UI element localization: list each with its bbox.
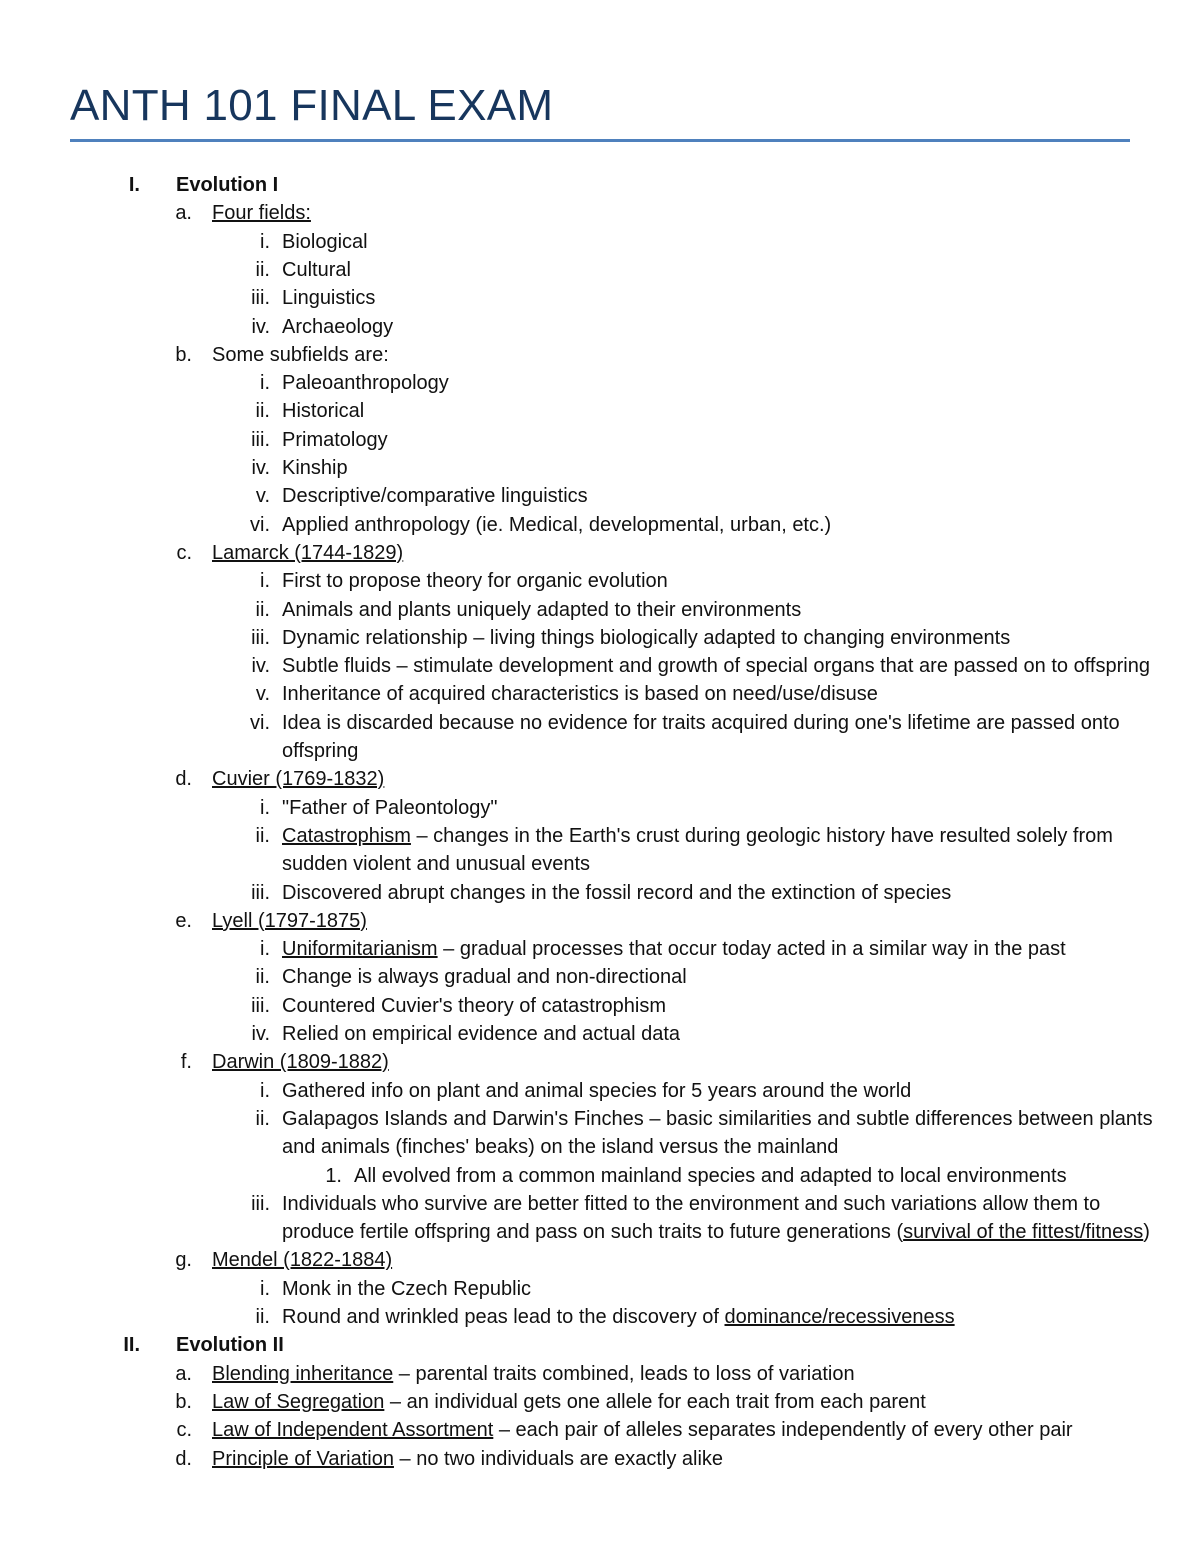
outline-marker: 1. (325, 1164, 342, 1187)
outline-line (282, 1275, 531, 1303)
underlined-term: Law of Segregation (212, 1390, 385, 1413)
outline-line (282, 228, 368, 256)
outline-line (212, 1246, 392, 1274)
outline-line (212, 341, 389, 369)
outline-marker: i. (260, 1079, 270, 1102)
outline-line (282, 850, 590, 878)
outline-marker: vi. (250, 513, 270, 536)
line-text: Countered Cuvier's theory of catastrophism (282, 994, 666, 1017)
outline-marker: iii. (251, 626, 270, 649)
line-text: – parental traits combined, leads to loss of variation (393, 1362, 855, 1385)
outline-line (212, 1048, 389, 1076)
outline-line (176, 1331, 284, 1359)
outline-line (282, 709, 1120, 737)
outline-line (354, 1162, 1067, 1190)
outline-marker: vi. (250, 711, 270, 734)
outline-line (282, 596, 801, 624)
outline-line (282, 397, 364, 425)
outline-marker: iii. (251, 428, 270, 451)
outline-marker: b. (175, 343, 192, 366)
outline-marker: i. (260, 570, 270, 593)
outline-marker: iv. (251, 457, 270, 479)
outline-line (212, 1388, 926, 1416)
outline-marker: ii. (255, 966, 270, 989)
outline-line (212, 1360, 855, 1388)
line-text: Round and wrinkled peas lead to the discovery of (282, 1306, 725, 1328)
outline-line (212, 765, 384, 793)
outline-marker: ii. (255, 598, 270, 621)
line-text: sudden violent and unusual events (282, 853, 591, 876)
outline-line (282, 1303, 955, 1331)
outline-marker: b. (175, 1390, 192, 1413)
outline-line (282, 1105, 1153, 1133)
outline-marker: iv. (251, 1023, 270, 1045)
outline-line (282, 680, 878, 708)
line-text: – an individual gets one allele for each trait from each parent (384, 1390, 926, 1413)
outline-marker: I. (128, 174, 140, 196)
outline-line (282, 313, 393, 341)
line-text: Idea is discarded because no evidence for traits acquired during one's lifetime are passed onto (282, 711, 1120, 734)
outline-marker: iii. (251, 994, 270, 1017)
outline-line (282, 482, 588, 510)
underlined-term: Darwin (1809-1882) (212, 1051, 389, 1074)
outline-marker: II. (123, 1334, 140, 1357)
outline-line (212, 199, 311, 227)
line-text: Biological (282, 230, 368, 253)
line-text: Inheritance of acquired characteristics is based on need/use/disuse (282, 683, 878, 706)
outline-marker: v. (255, 485, 270, 508)
outline-line (212, 1445, 723, 1473)
line-text: Paleoanthropology (282, 372, 449, 395)
line-text: Animals and plants uniquely adapted to their environments (282, 598, 802, 621)
outline-line (282, 822, 1113, 850)
outline-marker: e. (175, 909, 192, 932)
underlined-term: Principle of Variation (212, 1447, 394, 1470)
line-text: produce fertile offspring and pass on such traits to future generations ( (282, 1221, 904, 1244)
outline-marker: a. (175, 202, 192, 225)
outline-line (282, 879, 951, 907)
line-text: – changes in the Earth's crust during geologic history have resulted solely from (410, 824, 1113, 847)
outline-line (282, 794, 497, 822)
line-text: and animals (finches' beaks) on the island versus the mainland (282, 1136, 839, 1159)
outline-marker: ii. (255, 1306, 270, 1328)
outline-marker: i. (260, 372, 270, 395)
line-text: Cultural (282, 258, 351, 281)
outline-line (176, 171, 278, 199)
outline-line (282, 992, 666, 1020)
line-text: Historical (282, 400, 365, 423)
outline-line (282, 935, 1066, 963)
line-text: Archaeology (282, 315, 394, 338)
outline-marker: i. (260, 938, 270, 961)
line-text: Applied anthropology (ie. Medical, developmental, urban, etc.) (282, 513, 832, 536)
outline-marker: iv. (251, 315, 270, 338)
outline-line (282, 454, 348, 482)
outline-marker: d. (175, 1447, 192, 1470)
line-text: offspring (282, 740, 359, 762)
outline-marker: ii. (255, 400, 270, 423)
section-heading: Evolution I (176, 174, 279, 196)
outline-marker: iii. (251, 1192, 270, 1215)
outline-marker: a. (175, 1362, 192, 1385)
line-text: Discovered abrupt changes in the fossil record and the extinction of species (282, 881, 952, 904)
outline-marker: i. (260, 230, 270, 253)
outline-marker: iv. (251, 655, 270, 678)
outline-line (282, 1190, 1100, 1218)
line-text: Linguistics (282, 287, 376, 310)
underlined-term: Law of Independent Assortment (212, 1419, 494, 1442)
line-text: ) (1143, 1221, 1150, 1244)
line-text: Monk in the Czech Republic (282, 1277, 532, 1300)
outline-marker: c. (176, 1419, 192, 1442)
outline-marker: f. (180, 1051, 192, 1074)
outline-line (282, 1077, 911, 1105)
section-heading: Evolution II (176, 1334, 284, 1357)
line-text: Descriptive/comparative linguistics (282, 485, 588, 508)
document-title: ANTH 101 FINAL EXAM (70, 81, 554, 130)
title-divider (70, 139, 1130, 142)
outline-line (282, 624, 1010, 652)
outline-line (212, 907, 367, 935)
outline-marker: i. (260, 1277, 270, 1300)
line-text: Subtle fluids – stimulate development and growth of special organs that are passed on to offspring (282, 655, 1150, 678)
underlined-term: Lamarck (1744-1829) (212, 541, 404, 564)
line-text: First to propose theory for organic evolution (282, 570, 668, 593)
outline-line (212, 539, 403, 567)
outline-line (282, 567, 668, 595)
line-text: Galapagos Islands and Darwin's Finches – basic similarities and subtle differences between plants (282, 1107, 1153, 1130)
underlined-term: survival of the fittest/fitness (903, 1221, 1144, 1244)
underlined-term: Cuvier (1769-1832) (212, 768, 385, 791)
outline-line (212, 1416, 1073, 1444)
outline-line (282, 284, 375, 312)
outline-marker: g. (175, 1249, 192, 1272)
underlined-term: Uniformitarianism (282, 938, 438, 961)
line-text: Some subfields are: (212, 343, 389, 366)
outline-line (282, 652, 1150, 680)
line-text: – gradual processes that occur today acted in a similar way in the past (437, 938, 1066, 961)
line-text: Individuals who survive are better fitted to the environment and such variations allow them to (282, 1192, 1101, 1215)
underlined-term: Four fields: (212, 202, 311, 225)
outline-line (282, 256, 351, 284)
outline-line (282, 369, 449, 397)
outline-line (282, 511, 831, 539)
outline-line (282, 426, 388, 454)
outline-marker: ii. (255, 258, 270, 281)
underlined-term: Blending inheritance (212, 1362, 394, 1385)
outline-line (282, 1133, 838, 1161)
line-text: "Father of Paleontology" (282, 796, 498, 819)
underlined-term: Lyell (1797-1875) (212, 909, 367, 932)
line-text: Dynamic relationship – living things biologically adapted to changing environments (282, 626, 1011, 649)
outline-marker: ii. (255, 824, 270, 847)
outline-marker: iii. (251, 881, 270, 904)
line-text: Kinship (282, 457, 348, 479)
line-text: All evolved from a common mainland species and adapted to local environments (354, 1164, 1067, 1187)
line-text: – each pair of alleles separates independently of every other pair (493, 1419, 1073, 1442)
outline-line (282, 1218, 1150, 1246)
line-text: – no two individuals are exactly alike (393, 1447, 724, 1470)
line-text: Relied on empirical evidence and actual data (282, 1023, 681, 1045)
outline-line (282, 1020, 680, 1048)
outline-marker: v. (255, 683, 270, 706)
underlined-term: Catastrophism (282, 824, 411, 847)
outline-marker: i. (260, 796, 270, 819)
outline-line (282, 737, 358, 765)
outline-marker: iii. (251, 287, 270, 310)
outline-marker: ii. (255, 1107, 270, 1130)
underlined-term: dominance/recessiveness (724, 1306, 955, 1328)
line-text: Gathered info on plant and animal species for 5 years around the world (282, 1079, 912, 1102)
outline-line (282, 963, 687, 991)
outline-marker: d. (175, 768, 192, 791)
outline-marker: c. (176, 541, 192, 564)
underlined-term: Mendel (1822-1884) (212, 1249, 393, 1272)
line-text: Change is always gradual and non-directional (282, 966, 687, 989)
line-text: Primatology (282, 428, 388, 451)
